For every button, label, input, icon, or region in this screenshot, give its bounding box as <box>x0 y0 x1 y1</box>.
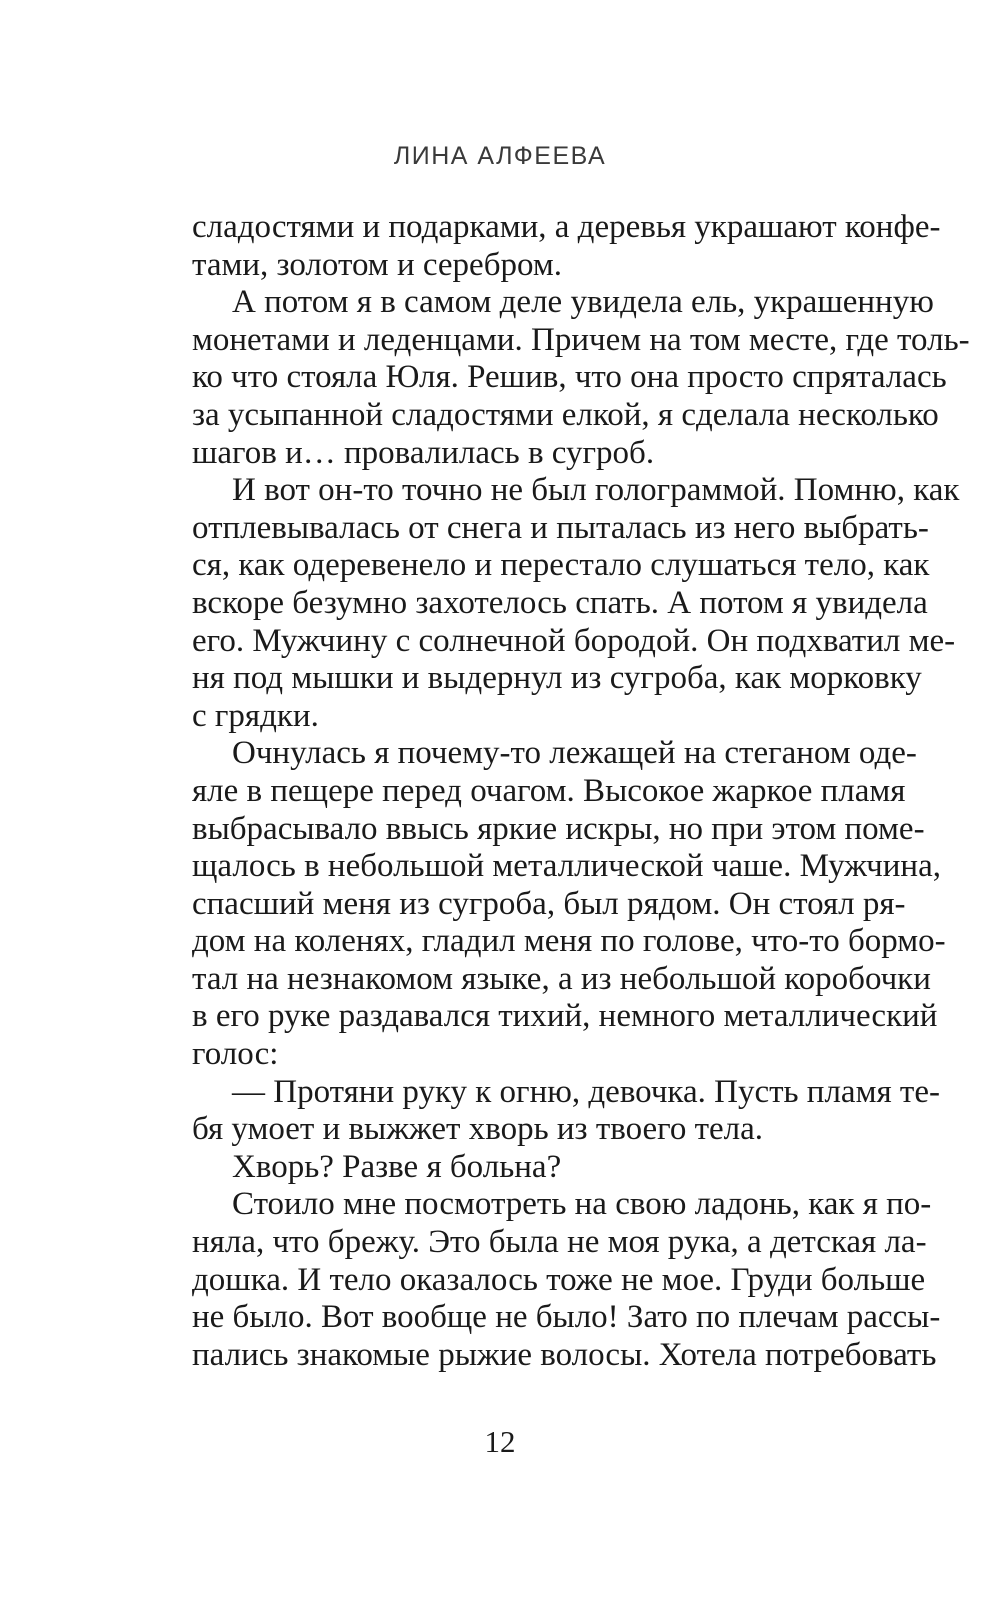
text-line: дошка. И тело оказалось тоже не мое. Груди больше <box>192 1261 926 1298</box>
text-line: спасший меня из сугроба, был рядом. Он стоял ря- <box>192 885 906 922</box>
body-text <box>192 209 970 1374</box>
text-line: дом на коленях, гладил меня по голове, что-то бормо- <box>192 923 946 960</box>
text-line: его. Мужчину с солнечной бородой. Он подхватил ме- <box>192 622 956 659</box>
text-line: с грядки. <box>192 697 319 734</box>
text-line: в его руке раздавался тихий, немного металлический <box>192 998 938 1035</box>
text-line: монетами и леденцами. Причем на том месте, где толь- <box>192 321 970 358</box>
text-line: отплевывалась от снега и пыталась из него выбрать- <box>192 509 929 546</box>
running-header-author: ЛИНА АЛФЕЕВА <box>393 142 607 170</box>
text-line: тами, золотом и серебром. <box>192 246 562 283</box>
text-line: Хворь? Разве я больна? <box>232 1148 562 1185</box>
text-line: не было. Вот вообще не было! Зато по плечам рассы- <box>192 1299 941 1336</box>
text-line: щалось в небольшой металлической чаше. Мужчина, <box>192 848 941 885</box>
text-line: яле в пещере перед очагом. Высокое жаркое пламя <box>192 772 906 809</box>
text-line: вскоре безумно захотелось спать. А потом я увидела <box>192 584 928 621</box>
text-line: И вот он-то точно не был голограммой. Помню, как <box>232 472 960 509</box>
text-line: ня под мышки и выдернул из сугроба, как морковку <box>192 660 922 697</box>
text-line: сладостями и подарками, а деревья украшают конфе- <box>192 209 941 245</box>
page-number: 12 <box>484 1424 516 1459</box>
text-line: бя умоет и выжжет хворь из твоего тела. <box>192 1111 764 1148</box>
text-line: А потом я в самом деле увидела ель, украшенную <box>232 284 934 321</box>
text-line: за усыпанной сладостями елкой, я сделала несколько <box>192 396 939 433</box>
text-line: няла, что брежу. Это была не моя рука, а детская ла- <box>192 1224 927 1261</box>
text-line: Стоило мне посмотреть на свою ладонь, как я по- <box>232 1186 932 1223</box>
text-line: выбрасывало ввысь яркие искры, но при этом поме- <box>192 810 925 847</box>
text-line: Очнулась я почему-то лежащей на стеганом оде- <box>232 735 917 772</box>
text-line: ся, как одеревенело и перестало слушаться тело, как <box>192 547 930 584</box>
text-line: голос: <box>192 1036 279 1073</box>
text-line: шагов и… провалилась в сугроб. <box>192 434 655 471</box>
text-line: ко что стояла Юля. Решив, что она просто спряталась <box>192 359 947 396</box>
text-line: тал на незнакомом языке, а из небольшой коробочки <box>192 960 931 997</box>
text-line: пались знакомые рыжие волосы. Хотела потребовать <box>192 1336 937 1373</box>
text-line: — Протяни руку к огню, девочка. Пусть пламя те- <box>232 1073 940 1110</box>
